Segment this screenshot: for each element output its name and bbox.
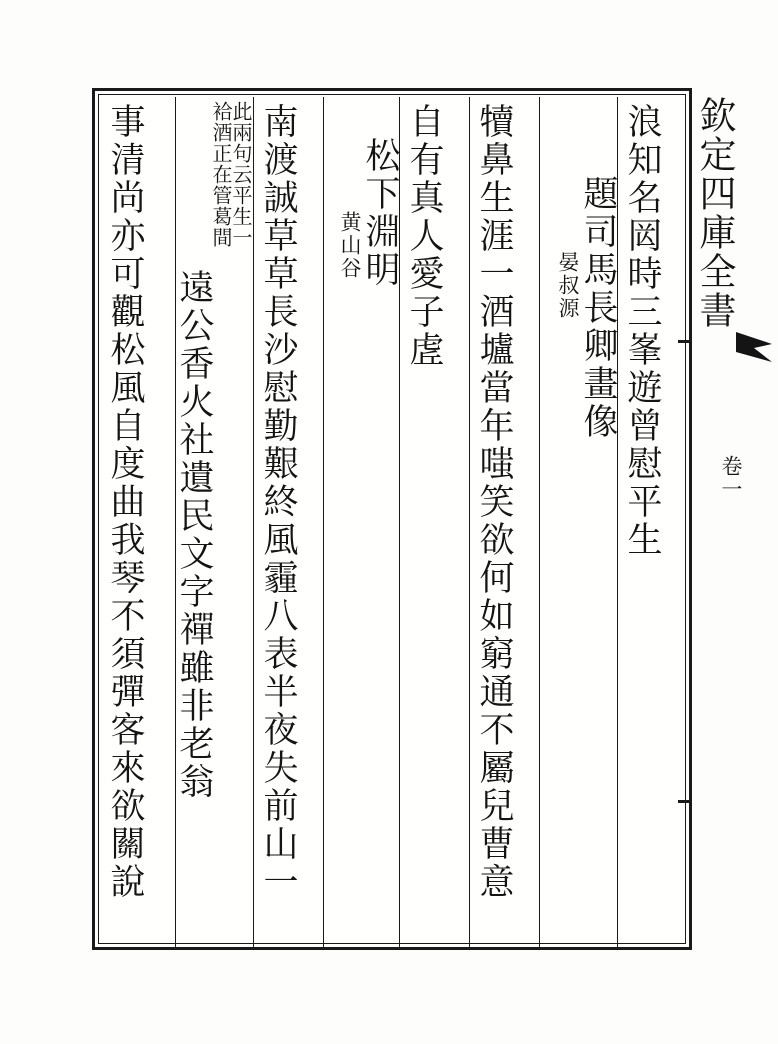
text-column-6 [253,97,323,947]
interlinear-note-line-2: 袷酒正在管葛間 [209,101,233,248]
text-column-8 [101,97,175,947]
poem-author-1: 晏叔源 [556,251,580,320]
text-column-5 [323,97,399,947]
poem-title-1: 題司馬長卿畫像 [578,175,618,441]
column-container [101,97,689,947]
text-column-3 [469,97,539,947]
text-column-7 [175,97,253,947]
verse-line-3: 自有真人愛子虗 [404,103,444,369]
interlinear-note-line-1: 此兩句云平生一 [229,101,253,248]
text-column-1 [617,97,689,947]
margin-tick-bottom [678,800,692,803]
verse-line-6: 事清尚亦可觀松風自度曲我琴不須彈客來欲關說 [105,103,145,901]
text-column-2 [539,97,617,947]
verse-line-1: 浪知名㒺時三峯遊曾慰平生 [622,103,662,559]
text-block-frame [92,88,692,950]
verse-line-4: 南渡誠草草長沙慰勤艱終風霾八表半夜失前山一 [258,103,298,901]
volume-label [720,455,760,501]
poem-author-2: 黄山谷 [338,211,362,280]
verse-line-5: 遠公香火社遺民文字禪雖非老翁 [174,269,214,801]
fish-tail-mark [734,330,774,364]
poem-title-2: 松下淵明 [360,137,400,289]
text-column-4 [399,97,469,947]
volume-label-text: 卷一 [719,455,743,501]
verse-line-2: 犢鼻生涯一酒壚當年嗤笑欲何如窮通不屬兒曹意 [474,103,514,901]
margin-tick-top [678,340,692,343]
edition-banner-text: 欽定四庫全書 [693,96,736,330]
